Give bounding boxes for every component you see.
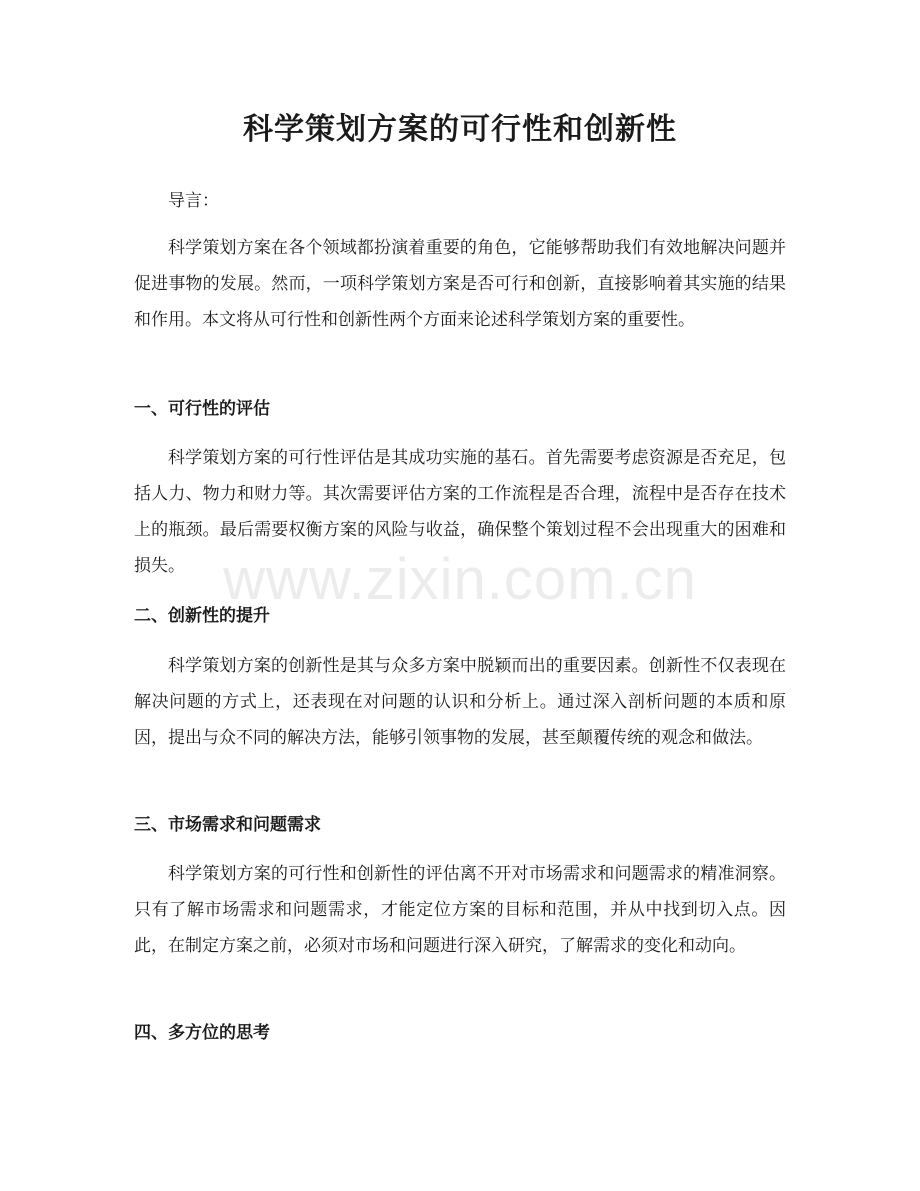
section-heading-feasibility: 一、可行性的评估 bbox=[134, 399, 270, 419]
document-title: 科学策划方案的可行性和创新性 bbox=[243, 112, 677, 147]
intro-paragraph: 科学策划方案在各个领域都扮演着重要的角色，它能够帮助我们有效地解决问题并促进事物的发展。然而，一项科学策划方案是否可行和创新，直接影响着其实施的结果和作用。本文将从可行性和创新性两个方面来论述科学策划方案的重要性。 bbox=[134, 238, 786, 330]
watermark: www.zixin.com.cn bbox=[223, 547, 697, 612]
section-heading-innovation: 二、创新性的提升 bbox=[134, 606, 270, 626]
section-heading-multi-perspective: 四、多方位的思考 bbox=[134, 1023, 270, 1043]
intro-label: 导言： bbox=[168, 191, 219, 211]
section-heading-market-demand: 三、市场需求和问题需求 bbox=[134, 815, 321, 835]
section-body-market-demand: 科学策划方案的可行性和创新性的评估离不开对市场需求和问题需求的精准洞察。只有了解市场需求和问题需求，才能定位方案的目标和范围，并从中找到切入点。因此，在制定方案之前，必须对市场和问题进行深入研究，了解需求的变化和动向。 bbox=[134, 864, 786, 956]
section-body-feasibility: 科学策划方案的可行性评估是其成功实施的基石。首先需要考虑资源是否充足，包括人力、物力和财力等。其次需要评估方案的工作流程是否合理，流程中是否存在技术上的瓶颈。最后需要权衡方案的风险与收益，确保整个策划过程不会出现重大的困难和损失。 bbox=[134, 448, 786, 576]
section-body-innovation: 科学策划方案的创新性是其与众多方案中脱颖而出的重要因素。创新性不仅表现在解决问题的方式上，还表现在对问题的认识和分析上。通过深入剖析问题的本质和原因，提出与众不同的解决方法，能够引领事物的发展，甚至颠覆传统的观念和做法。 bbox=[134, 656, 786, 748]
